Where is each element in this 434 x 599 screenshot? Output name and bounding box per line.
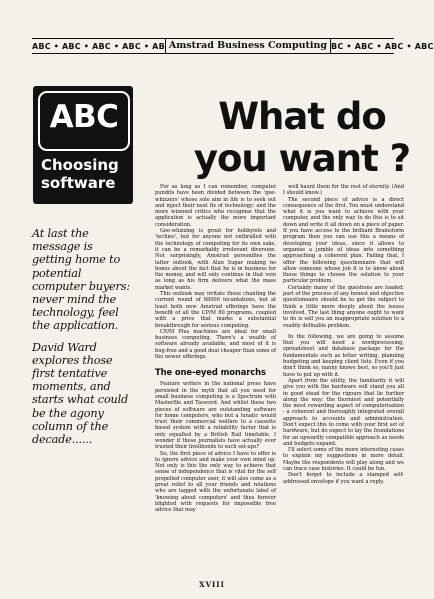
body-paragraph: Don't forget to include a stamped self-addressed envelope if you want a reply. bbox=[283, 472, 404, 485]
body-paragraph: So, the first piece of advice I have to offer is to ignore advice and make your own mind up. Not only is this the only way to achieve that sense of independence that is vital for the self propelled computer user, it will also come as a great relief to all your friends and relations who are tagged with the unfortunate label of 'knowing about computers' and thus forever blighted with requests for impossible free advice that may bbox=[155, 450, 276, 514]
page-number: XVIII bbox=[199, 580, 225, 589]
headline-line-1: What do bbox=[218, 95, 386, 138]
standfirst bbox=[32, 227, 134, 454]
body-paragraph: I'll select some of the more interesting cases to explain my suggestions in more detail. Maybe the respondents will play along and we can trace case histories. It could be fun. bbox=[283, 447, 404, 473]
body-paragraph: CP/M Plus machines are ideal for small business computing. There's a wealth of software already available, and most of it is bug-free and a good deal cheaper than some of the newer offerings. bbox=[155, 328, 276, 361]
standfirst-para-1: At last the message is getting home to potential computer buyers: never mind the technology, feel the application. bbox=[32, 227, 130, 333]
header-repeat-left: ABC • ABC • ABC • ABC • AB bbox=[32, 41, 165, 51]
standfirst-para-2: David Ward explores those first tentative moments, and starts what could be the agony column of the decade...... bbox=[32, 340, 129, 447]
body-paragraph: In the following, we are going to assume that you will need a wordprocessing, spreadsheet and database package for the fundamentals such as letter writing, planning budgeting and keeping client lists. Even if you don't think so, nanny knows best, so you'll just have to put up with it. bbox=[283, 333, 404, 378]
body-paragraph: Certainly many of the questions are loaded: part of the process of any honest and objective questionnaire should be to get the subject to think a little more deeply about the issues involved. The last thing anyone ought to want to do is sell you an inappropriate solution to a readily definable problem. bbox=[283, 284, 404, 329]
body-paragraph: Gee-whizzing is great for hobbyists and 'techies', but for anyone not enthralled with the technology of computing for its own sake, it can be a remarkably irrelevant diversion. Not surprisingly, Amstrad personifies the latter outlook, with Alan Sugar making no bones about the fact that he is in business for the money, and will only continue in that vein as long as his firm delivers what the mass market wants. bbox=[155, 228, 276, 291]
logo-software-text: software bbox=[41, 174, 116, 192]
body-paragraph: Apart from the utility, the familiarity it will give you with the hardware will stand you all in good stead for the rigours that lie further along the way: the thorniest and potentially the most rewarding aspect of computerisation - a coherent and thoroughly integrated overall approach to accounts and administration. Don't expect this to come with your first set of hardware, but do expect to lay the foundations for an upwardly compatible approach as needs and budgets expand. bbox=[283, 377, 404, 447]
logo-choosing-text: Choosing bbox=[41, 156, 119, 174]
body-paragraph: This outlook may irritate those chanting the current round of 68000 incantations, but at least both new Amstrad offerings have the benefit of all the CP/M 80 programs, coupled with a price that marks a substantial breakthrough for serious computing. bbox=[155, 291, 276, 329]
header-strip bbox=[32, 38, 434, 54]
logo-frame bbox=[38, 91, 130, 151]
body-paragraph: The second piece of advice is a direct consequence of the first. You must understand what it is you want to achieve with your computer, and the only way to do this is to sit down and write it all down on a piece of paper. If you have access to the brilliant Brainstorm program then you can use this a means of developing your ideas, since it allows to organise a jumble of ideas into something approaching a coherent plan. Failing that, I offer the following questionnaire that will allow someone whose job it is to know about these things to choose the solution to your particular problem. bbox=[283, 196, 404, 285]
logo-abc-text: ABC bbox=[49, 99, 119, 135]
headline-line-2: you want ? bbox=[193, 137, 411, 180]
body-paragraph: well haunt them for the rest of eternity. (And I should know.) bbox=[283, 184, 404, 197]
abc-logo-block bbox=[33, 86, 133, 204]
body-paragraph: For as long as I can remember, computer pundits have been divided between the 'gee-whizzers' whose sole aim in life is to seek out and inject their next fix of technology: and the more wizened critics who recognise that the application is actually the more important consideration. bbox=[155, 184, 276, 228]
body-column-1 bbox=[155, 184, 276, 514]
section-subhead: The one-eyed monarchs bbox=[155, 367, 266, 378]
body-paragraph: Feature writers in the national press have persisted in the myth that all you need for small business computing is a Spectrum with Masterfile and Tasword. And whilst these two pieces of software are outstanding software for home computers, who but a lunatic would trust their commercial welfare to a cassette based system with a reliability factor that is only equalled by a British Rail timetable. I wonder if these journalists have actually ever trusted their livelihoods to such set-ups? bbox=[155, 381, 276, 451]
body-column-2 bbox=[283, 184, 404, 485]
article-headline bbox=[190, 96, 414, 180]
header-repeat-right: BC • ABC • ABC • ABC bbox=[331, 41, 434, 51]
magazine-title: Amstrad Business Computing bbox=[165, 39, 331, 53]
